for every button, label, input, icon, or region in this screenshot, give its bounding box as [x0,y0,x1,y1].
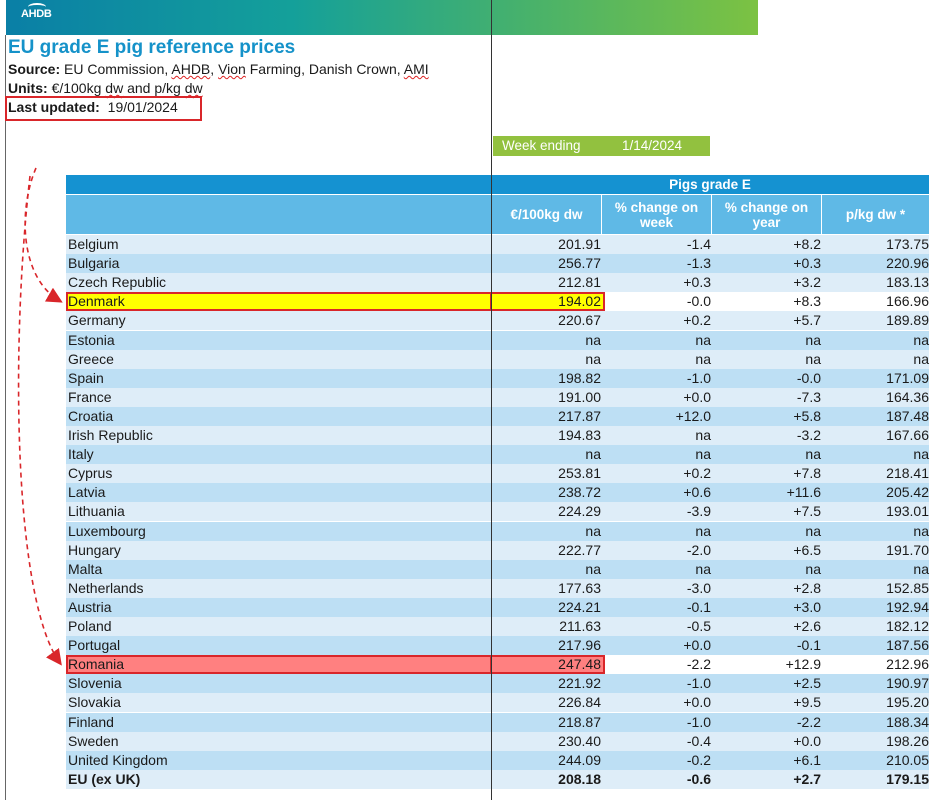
value-cell: 198.82 [558,370,601,386]
value-cell: -0.5 [686,618,711,634]
value-cell: na [913,351,929,367]
country-cell: Slovakia [68,694,121,710]
value-cell: +0.3 [683,274,711,290]
value-cell: na [805,561,821,577]
value-cell: 218.41 [886,465,929,481]
value-cell: -2.2 [796,714,821,730]
value-cell: 173.75 [886,236,929,252]
value-cell: -3.2 [796,427,821,443]
value-cell: 217.87 [558,408,601,424]
value-cell: na [695,446,711,462]
value-cell: na [585,523,601,539]
page-title: EU grade E pig reference prices [8,37,296,58]
country-cell: Hungary [68,542,121,558]
value-cell: na [695,332,711,348]
value-cell: 238.72 [558,484,601,500]
country-cell: Irish Republic [68,427,153,443]
value-cell: +0.0 [683,694,711,710]
country-cell: Portugal [68,637,121,653]
value-cell: +3.2 [793,274,821,290]
value-cell: 220.67 [558,312,601,328]
country-cell: Germany [68,312,126,328]
value-cell: -7.3 [796,389,821,405]
value-cell: na [585,332,601,348]
value-cell: na [913,561,929,577]
value-cell: 221.92 [558,675,601,691]
country-cell: Luxembourg [68,523,146,539]
value-cell: 212.96 [886,656,929,672]
value-cell: +6.1 [793,752,821,768]
value-cell: -0.1 [686,599,711,615]
updated-label: Last updated: [8,99,100,115]
value-cell: -1.4 [686,236,711,252]
value-cell: +5.8 [793,408,821,424]
value-cell: 210.05 [886,752,929,768]
value-cell: 222.77 [558,542,601,558]
value-cell: 244.09 [558,752,601,768]
value-cell: na [913,446,929,462]
value-cell: -2.0 [686,542,711,558]
value-cell: 182.12 [886,618,929,634]
value-cell: +5.7 [793,312,821,328]
country-cell: EU (ex UK) [68,771,141,787]
value-cell: 198.26 [886,733,929,749]
value-cell: +2.8 [793,580,821,596]
value-cell: 194.83 [558,427,601,443]
week-ending-label: Week ending [502,138,581,153]
country-cell: France [68,389,112,405]
col-header-price: €/100kg dw [491,195,601,234]
value-cell: 188.34 [886,714,929,730]
units-text: €/100kg dw and p/kg dw [51,80,203,96]
value-cell: -0.1 [796,637,821,653]
value-cell: -0.6 [686,771,711,787]
value-cell: 230.40 [558,733,601,749]
arrow-to-denmark [25,168,60,301]
value-cell: 247.48 [558,656,601,672]
value-cell: na [585,561,601,577]
value-cell: 166.96 [886,293,929,309]
value-cell: 179.15 [886,771,929,787]
week-ending-value: 1/14/2024 [622,138,683,153]
value-cell: 171.09 [886,370,929,386]
source-text: EU Commission, AHDB, Vion Farming, Danish Crown, AMI [64,61,429,77]
value-cell: +8.2 [793,236,821,252]
value-cell: 224.21 [558,599,601,615]
country-cell: Cyprus [68,465,113,481]
value-cell: 167.66 [886,427,929,443]
col-header-week: % change on week [601,195,711,234]
value-cell: na [695,427,711,443]
value-cell: 220.96 [886,255,929,271]
value-cell: +6.5 [793,542,821,558]
value-cell: 195.20 [886,694,929,710]
country-cell: Bulgaria [68,255,120,271]
country-cell: Romania [68,656,125,672]
value-cell: 212.81 [558,274,601,290]
country-cell: Denmark [68,293,125,309]
country-cell: Poland [68,618,112,634]
country-cell: Czech Republic [68,274,167,290]
value-cell: 218.87 [558,714,601,730]
country-cell: Latvia [68,484,106,500]
value-cell: 217.96 [558,637,601,653]
country-cell: Belgium [68,236,119,252]
value-cell: +2.7 [793,771,821,787]
value-cell: na [585,351,601,367]
value-cell: na [695,523,711,539]
value-cell: -0.0 [686,293,711,309]
value-cell: +0.2 [683,465,711,481]
value-cell: na [913,523,929,539]
country-cell: Greece [68,351,114,367]
value-cell: 226.84 [558,694,601,710]
value-cell: 187.56 [886,637,929,653]
value-cell: -0.4 [686,733,711,749]
source-label: Source: [8,61,61,77]
value-cell: -1.0 [686,370,711,386]
country-cell: Slovenia [68,675,122,691]
value-cell: na [805,332,821,348]
country-cell: Croatia [68,408,114,424]
value-cell: -1.3 [686,255,711,271]
value-cell: 191.00 [558,389,601,405]
value-cell: 253.81 [558,465,601,481]
value-cell: na [695,561,711,577]
value-cell: 189.89 [886,312,929,328]
updated-value: 19/01/2024 [107,99,178,115]
value-cell: 187.48 [886,408,929,424]
value-cell: +7.5 [793,503,821,519]
value-cell: 190.97 [886,675,929,691]
country-cell: Netherlands [68,580,144,596]
value-cell: 152.85 [886,580,929,596]
country-cell: Finland [68,714,114,730]
value-cell: 191.70 [886,542,929,558]
col-header-year: % change on year [711,195,821,234]
value-cell: na [695,351,711,367]
value-cell: 224.29 [558,503,601,519]
country-cell: Estonia [68,332,115,348]
value-cell: +0.3 [793,255,821,271]
value-cell: 205.42 [886,484,929,500]
country-cell: Austria [68,599,112,615]
country-cell: Lithuania [68,503,125,519]
value-cell: -3.9 [686,503,711,519]
country-cell: Malta [68,561,103,577]
value-cell: -1.0 [686,675,711,691]
value-cell: 192.94 [886,599,929,615]
value-cell: +3.0 [793,599,821,615]
group-header: Pigs grade E [491,175,929,194]
country-cell: Sweden [68,733,119,749]
country-cell: Spain [68,370,104,386]
ahdb-logo: AHDB [21,8,52,20]
value-cell: 164.36 [886,389,929,405]
value-cell: na [805,351,821,367]
value-cell: -2.2 [686,656,711,672]
value-cell: na [805,446,821,462]
value-cell: na [805,523,821,539]
value-cell: +0.2 [683,312,711,328]
arrow-to-romania [19,176,60,663]
value-cell: -0.0 [796,370,821,386]
country-cell: United Kingdom [68,752,168,768]
value-cell: 193.01 [886,503,929,519]
value-cell: +2.5 [793,675,821,691]
value-cell: +2.6 [793,618,821,634]
col-header-pkg: p/kg dw * [821,195,929,234]
value-cell: na [585,446,601,462]
units-label: Units: [8,80,48,96]
value-cell: 256.77 [558,255,601,271]
value-cell: 208.18 [558,771,601,787]
value-cell: 194.02 [558,293,601,309]
value-cell: 183.13 [886,274,929,290]
value-cell: 201.91 [558,236,601,252]
value-cell: +0.0 [793,733,821,749]
value-cell: -0.2 [686,752,711,768]
value-cell: +12.9 [785,656,821,672]
value-cell: +9.5 [793,694,821,710]
value-cell: +8.3 [793,293,821,309]
value-cell: -1.0 [686,714,711,730]
value-cell: +12.0 [675,408,711,424]
value-cell: -3.0 [686,580,711,596]
value-cell: +7.8 [793,465,821,481]
value-cell: 177.63 [558,580,601,596]
value-cell: na [913,332,929,348]
value-cell: +0.6 [683,484,711,500]
value-cell: +11.6 [786,484,821,500]
value-cell: +0.0 [683,637,711,653]
country-cell: Italy [68,446,94,462]
value-cell: +0.0 [683,389,711,405]
value-cell: 211.63 [559,618,601,634]
